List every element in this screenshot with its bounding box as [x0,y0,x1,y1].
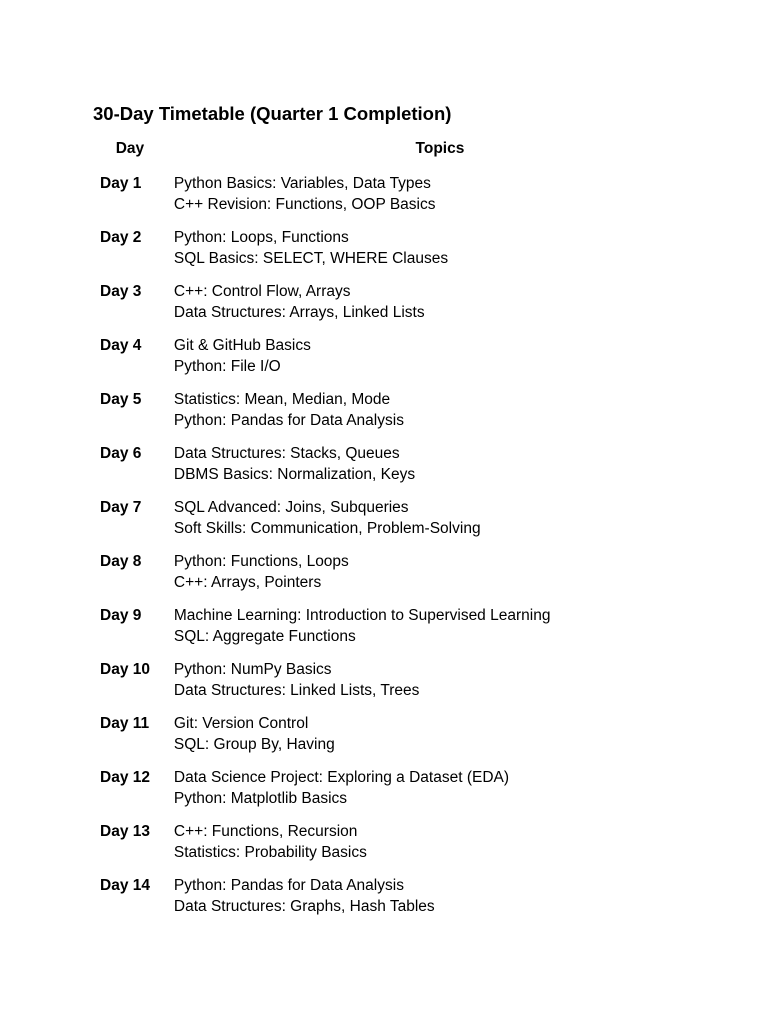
topic-line: DBMS Basics: Normalization, Keys [173,466,416,483]
topics-cell [167,647,713,701]
topic-line: C++: Control Flow, Arrays [173,283,351,300]
day-label: Day 10 [100,661,150,678]
topic-line: Data Structures: Graphs, Hash Tables [173,898,435,915]
topics-cell [167,323,713,377]
table-header-row [93,139,713,159]
topic-line: Data Science Project: Exploring a Dataset (EDA) [173,769,510,786]
topics-cell [167,701,713,755]
day-label: Day 5 [100,391,142,408]
topics-cell [167,159,713,215]
timetable-body [93,159,713,917]
topic-line: Data Structures: Arrays, Linked Lists [173,304,425,321]
topic-line: C++: Functions, Recursion [173,823,358,840]
day-cell [93,755,167,809]
header-day: Day [115,140,145,157]
topics-cell [167,539,713,593]
topic-line: Python: Pandas for Data Analysis [173,412,404,429]
table-row [93,269,713,323]
table-row [93,215,713,269]
table-row [93,323,713,377]
topics-cell [167,269,713,323]
day-label: Day 7 [100,499,142,516]
day-cell [93,269,167,323]
topic-line: Machine Learning: Introduction to Supervised Learning [173,607,551,624]
topics-cell [167,863,713,917]
day-label: Day 11 [100,715,150,732]
table-row [93,485,713,539]
day-label: Day 6 [100,445,142,462]
topics-cell [167,809,713,863]
header-topics: Topics [415,140,465,157]
topic-line: Data Structures: Linked Lists, Trees [173,682,420,699]
topic-line: SQL: Aggregate Functions [173,628,356,645]
topic-line: Python Basics: Variables, Data Types [173,175,431,192]
table-row [93,647,713,701]
topics-cell [167,755,713,809]
topic-line: Python: File I/O [173,358,281,375]
timetable [93,139,713,917]
day-label: Day 14 [100,877,150,894]
day-cell [93,539,167,593]
day-cell [93,863,167,917]
topic-line: SQL Advanced: Joins, Subqueries [173,499,409,516]
topic-line: C++: Arrays, Pointers [173,574,322,591]
day-cell [93,215,167,269]
table-row [93,539,713,593]
day-cell [93,159,167,215]
day-label: Day 4 [100,337,142,354]
table-row [93,863,713,917]
topic-line: Python: NumPy Basics [173,661,332,678]
topic-line: Git & GitHub Basics [173,337,311,354]
day-cell [93,701,167,755]
topics-cell [167,377,713,431]
table-row [93,809,713,863]
day-label: Day 13 [100,823,150,840]
topic-line: Statistics: Mean, Median, Mode [173,391,391,408]
topics-cell [167,593,713,647]
day-label: Day 8 [100,553,142,570]
topic-line: Python: Matplotlib Basics [173,790,348,807]
day-label: Day 12 [100,769,150,786]
topic-line: SQL: Group By, Having [173,736,335,753]
topics-cell [167,485,713,539]
topic-line: Git: Version Control [173,715,309,732]
day-label: Day 3 [100,283,142,300]
day-cell [93,323,167,377]
day-cell [93,647,167,701]
topic-line: Python: Functions, Loops [173,553,349,570]
document-title: 30-Day Timetable (Quarter 1 Completion) [93,103,452,124]
topics-cell [167,215,713,269]
day-cell [93,809,167,863]
topic-line: Statistics: Probability Basics [173,844,367,861]
table-row [93,593,713,647]
topic-line: Python: Loops, Functions [173,229,349,246]
topic-line: Python: Pandas for Data Analysis [173,877,404,894]
table-row [93,755,713,809]
table-row [93,377,713,431]
topic-line: SQL Basics: SELECT, WHERE Clauses [173,250,449,267]
day-cell [93,593,167,647]
topic-line: Data Structures: Stacks, Queues [173,445,400,462]
table-row [93,159,713,215]
day-cell [93,377,167,431]
table-row [93,431,713,485]
table-row [93,701,713,755]
day-cell [93,431,167,485]
day-cell [93,485,167,539]
day-label: Day 9 [100,607,142,624]
topics-cell [167,431,713,485]
day-label: Day 2 [100,229,142,246]
topic-line: C++ Revision: Functions, OOP Basics [173,196,436,213]
day-label: Day 1 [100,175,142,192]
topic-line: Soft Skills: Communication, Problem-Solving [173,520,481,537]
